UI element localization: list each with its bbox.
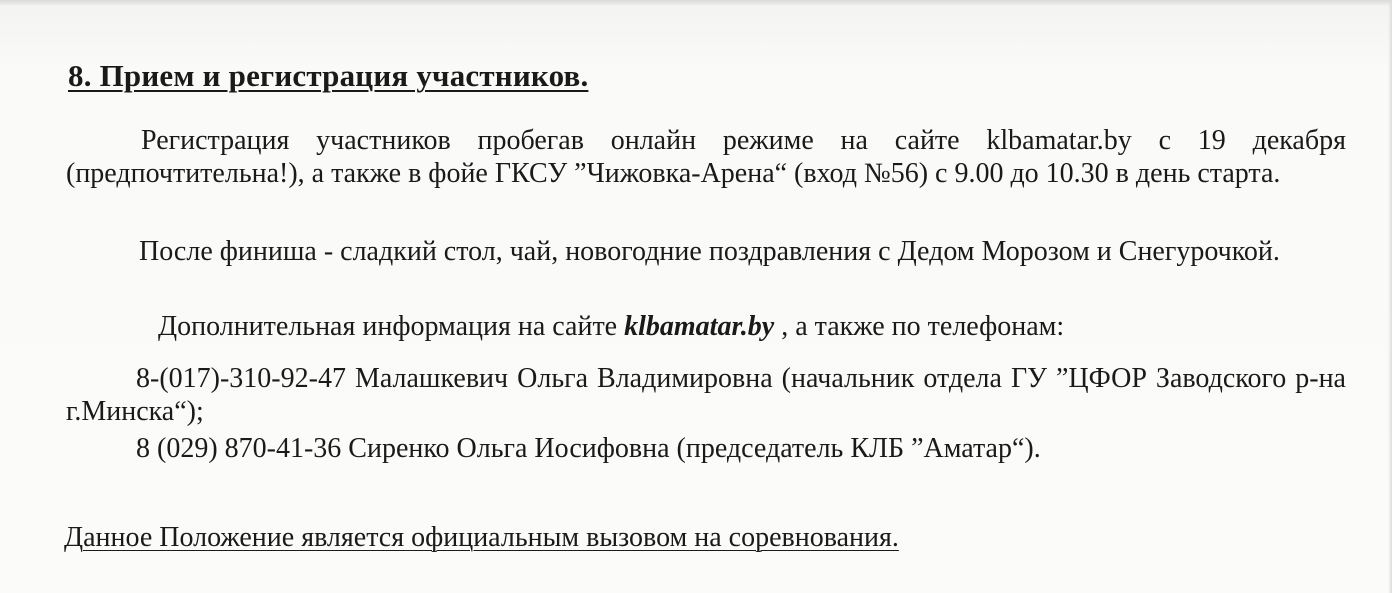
scan-right-edge: [1388, 0, 1392, 593]
contact-malashkevich: 8-(017)-310-92-47 Малашкевич Ольга Владимировна (начальник отдела ГУ ”ЦФОР Заводского р-на г.Минска“);: [66, 363, 1346, 427]
site-link-text: klbamatar.by: [624, 311, 775, 342]
official-call-statement: Данное Положение является официальным вызовом на соревнования.: [64, 522, 899, 553]
additional-info-line: [158, 310, 1064, 343]
section-heading: 8. Прием и регистрация участников.: [68, 58, 589, 93]
contact-sirenko: 8 (029) 870-41-36 Сиренко Ольга Иосифовна (председатель КЛБ ”Аматар“).: [136, 433, 1041, 464]
additional-info-suffix: , а также по телефонам:: [774, 311, 1065, 342]
registration-paragraph: Регистрация участников пробегав онлайн режиме на сайте klbamatar.by с 19 декабря (предпочтительна!), а также в фойе ГКСУ ”Чижовка-Арена“ (вход №56) с 9.00 до 10.30 в день старта.: [66, 125, 1346, 189]
after-finish-paragraph: После финиша - сладкий стол, чай, новогодние поздравления с Дедом Морозом и Снегурочкой.: [139, 236, 1280, 267]
additional-info-prefix: Дополнительная информация на сайте: [158, 311, 625, 342]
scan-top-shadow: [0, 0, 1392, 6]
